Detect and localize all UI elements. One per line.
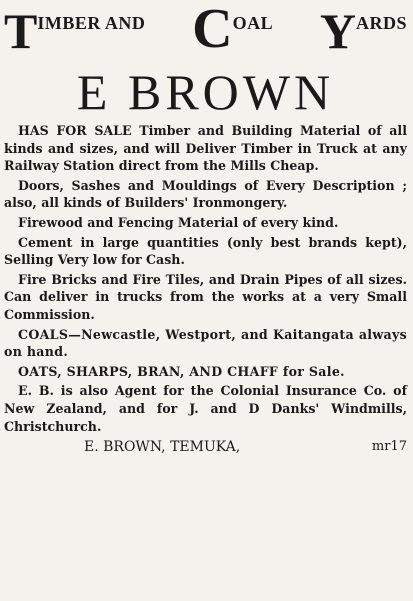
- paragraph-cement: Cement in large quantities (only best brands kept), Selling Very low for Cash.: [4, 234, 407, 268]
- paragraph-bricks: Fire Bricks and Fire Tiles, and Drain Pipes of all sizes. Can deliver in trucks from the works at a very Small Commission.: [4, 271, 407, 322]
- paragraph-oats: OATS, SHARPS, BRAN, AND CHAFF for Sale.: [18, 363, 345, 379]
- headline-text: IMBER AND: [37, 13, 146, 33]
- signature-reference: mr17: [371, 439, 407, 455]
- paragraph-agent: E. B. is also Agent for the Colonial Insurance Co. of New Zealand, and for J. and D Danks' Windmills, Christchurch.: [4, 383, 407, 434]
- headline-initial: T: [4, 3, 38, 59]
- paragraph-timber: HAS FOR SALE Timber and Building Material of all kinds and sizes, and will Deliver Timber in Truck at any Railway Station direct from the Mills Cheap.: [4, 123, 407, 174]
- paragraph-doors: Doors, Sashes and Mouldings of Every Description ; also, all kinds of Builders' Ironmongery.: [4, 177, 407, 211]
- headline-word-coal: [192, 0, 274, 60]
- headline-word-yards: [319, 3, 407, 59]
- signature-name: E. BROWN, TEMUKA,: [84, 439, 241, 456]
- headline-text: OAL: [232, 13, 274, 33]
- business-name: E BROWN: [76, 64, 335, 120]
- headline-word-timber: [4, 3, 146, 59]
- headline-initial: C: [192, 0, 233, 60]
- paragraph-firewood: Firewood and Fencing Material of every kind.: [18, 214, 339, 230]
- headline-text: ARDS: [355, 13, 407, 33]
- advertisement-body: [4, 122, 407, 435]
- paragraph-coals: COALS—Newcastle, Westport, and Kaitangata always on hand.: [4, 326, 407, 360]
- headline-initial: Y: [319, 3, 356, 59]
- signature-line: [4, 439, 407, 455]
- headline: [4, 0, 407, 60]
